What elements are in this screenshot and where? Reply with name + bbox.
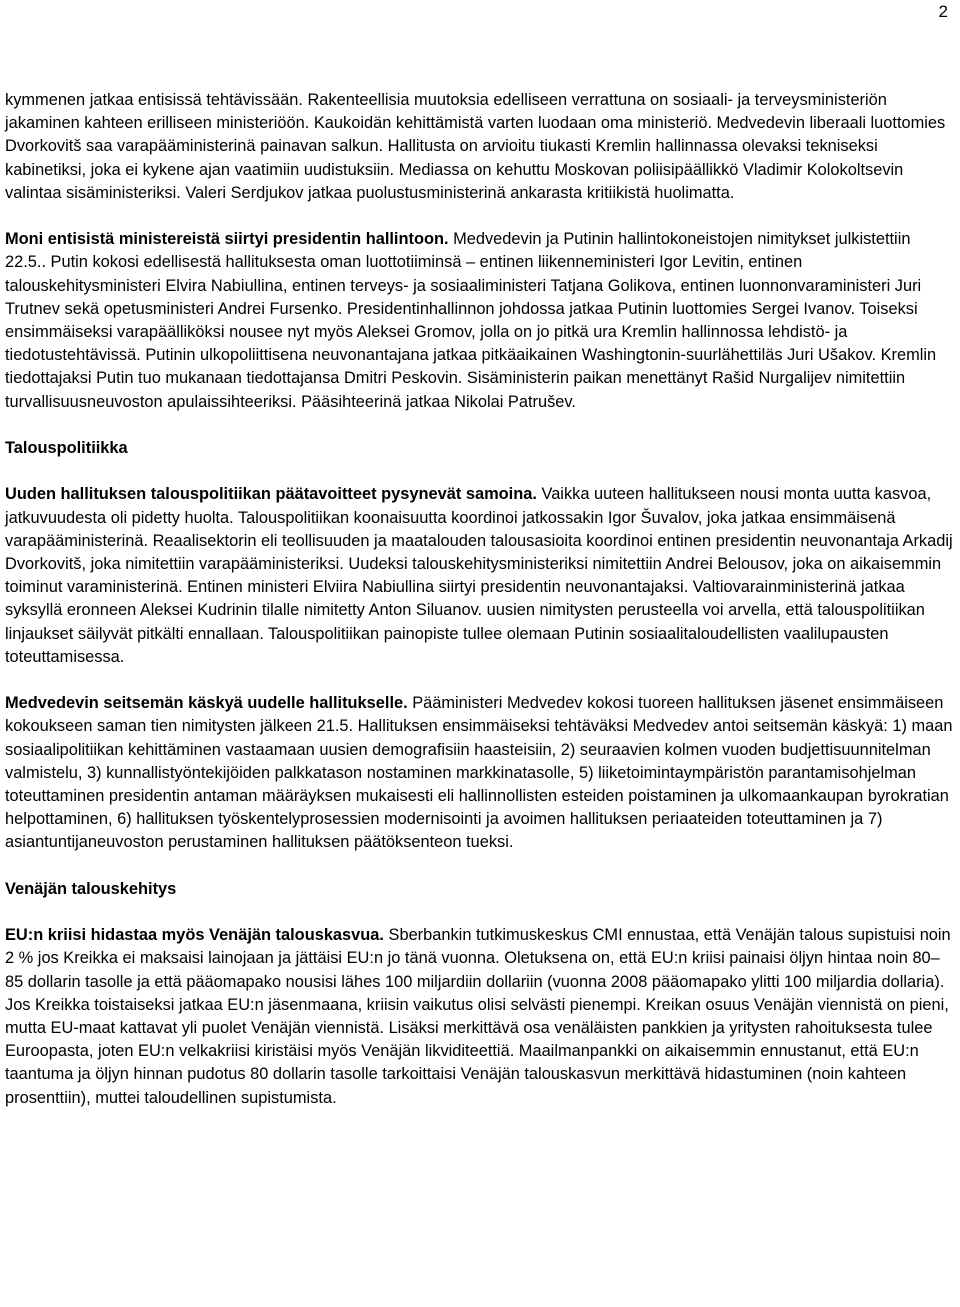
document-body	[5, 89, 955, 1110]
paragraph-lead: EU:n kriisi hidastaa myös Venäjän talouskasvua.	[5, 926, 384, 945]
paragraph-economic-policy	[5, 483, 955, 669]
paragraph-orders	[5, 692, 955, 854]
paragraph-ministers	[5, 228, 955, 414]
paragraph-text: Sberbankin tutkimuskeskus CMI ennustaa, että Venäjän talous supistuisi noin 2 % jos Kreikka ei maksaisi lainojaan ja jättäisi EU:n jo tänä vuonna. Oletuksena on, että EU:n kriisi painaisi öljyn hintaa noin 80–85 dollarin tasolle ja että pääomapako nousisi lähes 100 miljardiin dollariin (vuonna 2008 pääomapako ylitti 100 miljardia dollaria). Jos Kreikka toistaiseksi jatkaa EU:n jäsenmaana, kriisin vaikutus olisi selvästi pienempi. Kreikan osuus Venäjän viennistä on pieni, mutta EU-maat kattavat yli puolet Venäjän viennistä. Lisäksi merkittävä osa venäläisten pankkien ja yritysten rahoituksesta tulee Euroopasta, joten EU:n velkakriisi kiristäisi myös Venäjän likviditeettiä. Maailmanpankki on aikaisemmin ennustanut, että EU:n taantuma ja öljyn hinnan pudotus 80 dollarin tasolle tarkoittaisi Venäjän talouskasvun merkittävä hidastuminen (noin kahteen prosenttiin), muttei taloudellinen supistumista.	[5, 926, 951, 1107]
section-heading-economic-policy: Talouspolitiikka	[5, 439, 128, 458]
page-number: 2	[938, 2, 948, 21]
section-heading-russian-economy: Venäjän talouskehitys	[5, 879, 177, 898]
paragraph-text: kymmenen jatkaa entisissä tehtävissään. Rakenteellisia muutoksia edelliseen verrattuna on sosiaali- ja terveysministeriön jakaminen kahteen erilliseen ministeriöön. Kaukoidän kehittämistä varten luodaan oma ministeriö. Medvedevin liberaali luottomies Dvorkovitš saa varapääministerinä painavan salkun. Hallitusta on arvioitu tiukasti Kremlin hallinnassa olevaksi tekniseksi kabinetiksi, joka ei kykene ajan vaatimiin uudistuksiin. Mediassa on kehuttu Moskovan poliisipäällikkö Vladimir Kolokoltsevin valintaa sisäministeriksi. Valeri Serdjukov jatkaa puolustusministerinä ankarasta kritiikistä huolimatta.	[5, 91, 946, 202]
paragraph-lead: Medvedevin seitsemän käskyä uudelle hallitukselle.	[5, 694, 408, 713]
paragraph-russian-economy	[5, 924, 955, 1110]
paragraph-text: Pääministeri Medvedev kokosi tuoreen hallituksen jäsenet ensimmäiseen kokoukseen saman tien nimitysten jälkeen 21.5. Hallituksen ensimmäiseksi tehtäväksi Medvedev antoi seitsemän käskyä: 1) maan sosiaalipolitiikan kehittäminen vastaamaan uusien demografisiin haasteisiin, 2) seuraavien kolmen vuoden budjettisuunnitelman valmistelu, 3) kunnallistyöntekijöiden palkkatason nostaminen markkinatasolle, 5) liiketoimintaympäristön parantamisohjelman toteuttaminen presidentin antaman määräyksen mukaisesti eli hallinnollisten esteiden poistaminen ja ulkomaankaupan byrokratian helpottaminen, 6) hallituksen työskentelyprosessien modernisointi ja avoimen hallituksen periaateiden toteuttaminen ja 7) asiantuntijaneuvoston perustaminen hallituksen päätöksenteon tueksi.	[5, 694, 953, 852]
paragraph-lead: Uuden hallituksen talouspolitiikan päätavoitteet pysynevät samoina.	[5, 485, 537, 504]
paragraph-lead: Moni entisistä ministereistä siirtyi presidentin hallintoon.	[5, 230, 449, 249]
paragraph-intro	[5, 89, 955, 205]
paragraph-text: Medvedevin ja Putinin hallintokoneistojen nimitykset julkistettiin 22.5.. Putin kokosi edellisestä hallituksesta oman luottotiiminsä – entinen liikenneministeri Igor Levitin, entinen talouskehitysministeri Elvira Nabiullina, entinen terveys- ja sosiaaliministeri Tatjana Golikova, entinen luonnonvaraministeri Juri Trutnev sekä opetusministeri Andrei Fursenko. Presidentinhallinnon johdossa jatkaa Putinin luottomies Sergei Ivanov. Toiseksi ensimmäiseksi varapäälliköksi nousee nyt myös Aleksei Gromov, jolla on jo pitkä ura Kremlin hallinnossa lehdistö- ja tiedotustehtävissä. Putinin ulkopoliittisena neuvonantajana jatkaa pitkäaikainen Washingtonin-suurlähettiläs Juri Ušakov. Kremlin tiedottajaksi Putin tuo mukanaan tiedottajansa Dmitri Peskovin. Sisäministerin paikan menettänyt Rašid Nurgalijev nimitettiin turvallisuusneuvoston apulaissihteeriksi. Pääsihteerinä jatkaa Nikolai Patrušev.	[5, 230, 937, 411]
paragraph-text: Vaikka uuteen hallitukseen nousi monta uutta kasvoa, jatkuvuudesta oli pidetty huolta. Talouspolitiikan koonaisuutta koordinoi jatkossakin Igor Šuvalov, joka jatkaa ensimmäisenä varapääministerinä. Reaalisektorin eli teollisuuden ja maatalouden talousasioita koordinoi entinen presidentin neuvonantaja Arkadij Dvorkovitš, joka nimitettiin varapääministeriksi. Uudeksi talouskehitysministeriksi nimitettiin Andrei Belousov, joka on aikaisemmin toiminut varaministerinä. Entinen ministeri Elviira Nabiullina siirtyi presidentin neuvonantajaksi. Valtiovarainministerinä jatkaa syksyllä eronneen Aleksei Kudrinin tilalle nimitetty Anton Siluanov. uusien nimitysten perusteella voi arvella, että talouspolitiikan linjaukset säilyvät pitkälti ennallaan. Talouspolitiikan painopiste tullee olemaan Putinin sosiaalitaloudellisten vaalilupausten toteuttamisessa.	[5, 485, 953, 666]
